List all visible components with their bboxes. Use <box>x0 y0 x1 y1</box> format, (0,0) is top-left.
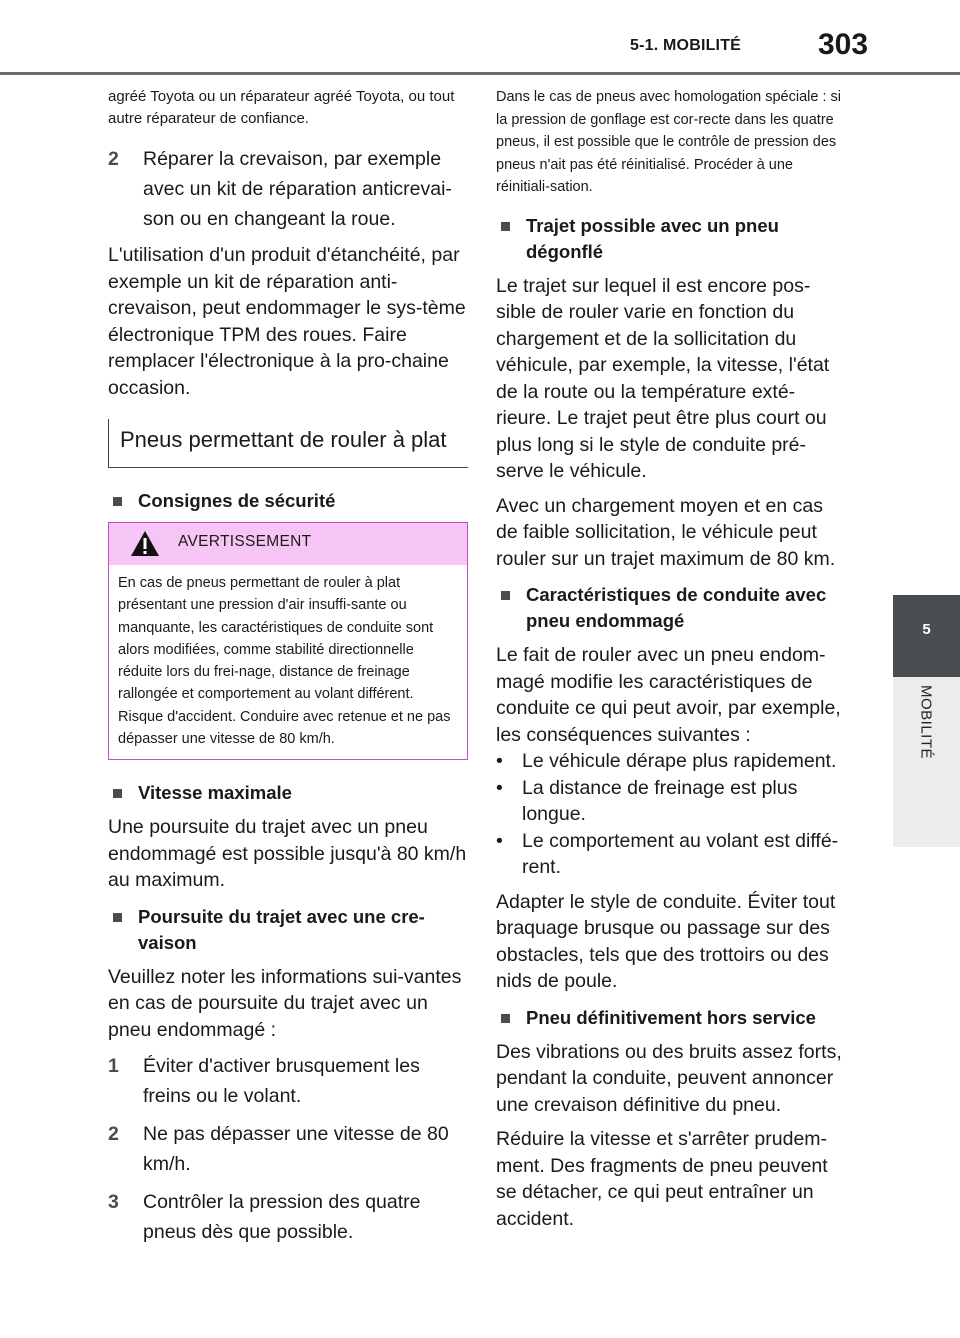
square-bullet-icon <box>113 913 122 922</box>
step-item <box>108 1187 468 1247</box>
square-bullet-icon <box>113 497 122 506</box>
subheading-poursuite <box>108 904 468 956</box>
list-item-text: Le véhicule dérape plus rapidement. <box>522 750 837 772</box>
step-number: 2 <box>108 1123 119 1146</box>
step-text: Réparer la crevaison, par exemple avec un kit de réparation anticrevai-son ou en changeant la roue. <box>143 148 452 230</box>
paragraph: Des vibrations ou des bruits assez forts, pendant la conduite, peuvent annoncer une crevaison définitive du pneu. <box>496 1040 842 1116</box>
paragraph: Avec un chargement moyen et en cas de faible sollicitation, le véhicule peut rouler sur un trajet maximum de 80 km. <box>496 494 836 570</box>
list-item-text: La distance de freinage est plus longue. <box>522 776 798 825</box>
paragraph: Veuillez noter les informations sui-vantes en cas de poursuite du trajet avec un pneu endommagé : <box>108 965 462 1041</box>
list-item-text: Le comportement au volant est diffé-rent. <box>522 829 839 878</box>
step-text: Contrôler la pression des quatre pneus dès que possible. <box>143 1191 421 1244</box>
square-bullet-icon <box>501 222 510 231</box>
square-bullet-icon <box>501 591 510 600</box>
bullet-dot-icon: • <box>496 750 503 772</box>
warning-body: En cas de pneus permettant de rouler à plat présentant une pression d'air insuffi-sante ou manquante, les caractéristiques de conduite sont alors modifiées, comme stabilité directionnelle réduite lors du frei-nage, distance de freinage rallongée et comportement au volant différent. Risque d'accident. Conduire avec retenue et ne pas dépasser une vitesse de 80 km/h. <box>118 575 451 748</box>
header-section-title: 5-1. MOBILITÉ <box>630 37 742 54</box>
warning-header <box>109 523 467 565</box>
subheading-securite <box>108 488 468 514</box>
subheading-text: Trajet possible avec un pneu dégonflé <box>526 214 779 262</box>
list-item <box>496 748 848 775</box>
header-rule <box>0 72 960 75</box>
bullet-dot-icon: • <box>496 829 503 852</box>
step-item <box>108 1051 468 1111</box>
paragraph: Une poursuite du trajet avec un pneu endommagé est possible jusqu'à 80 km/h au maximum. <box>108 816 467 892</box>
square-bullet-icon <box>113 789 122 798</box>
right-column <box>496 86 848 1240</box>
chapter-number: 5 <box>922 621 931 638</box>
list-item <box>496 828 848 881</box>
subheading-text: Consignes de sécurité <box>138 490 336 511</box>
subheading-trajet <box>496 213 848 265</box>
intro-note: Dans le cas de pneus avec homologation spéciale : si la pression de gonflage est cor-recte dans les quatre pneus, il est possible que le contrôle de pression des pneus n'ait pas été réinitialisé. Procéder à une réinitiali-sation. <box>496 89 841 195</box>
paragraph: Le trajet sur lequel il est encore pos-sible de rouler varie en fonction du chargement et de la sollicitation du véhicule, par exemple, la vitesse, l'état de la route ou la température exté-rieure. Le trajet peut être plus court ou plus long si le style de conduite pré-serve le véhicule. <box>496 274 830 482</box>
section-title: Pneus permettant de rouler à plat <box>108 419 468 468</box>
list-item <box>496 775 848 828</box>
paragraph: Adapter le style de conduite. Éviter tout braquage brusque ou passage sur des obstacles, tels que des trottoirs ou des nids de poule. <box>496 890 836 992</box>
chapter-label: MOBILITÉ <box>917 685 935 760</box>
subheading-text: Poursuite du trajet avec une cre-vaison <box>138 905 425 953</box>
step-text: Ne pas dépasser une vitesse de 80 km/h. <box>143 1123 449 1176</box>
warning-triangle-icon <box>130 530 160 562</box>
paragraph: Réduire la vitesse et s'arrêter prudem-ment. Des fragments de pneu peuvent se détacher, ce qui peut entraîner un accident. <box>496 1128 828 1230</box>
subheading-vitesse <box>108 780 468 806</box>
step-item <box>108 1119 468 1179</box>
step-number: 2 <box>108 148 119 170</box>
paragraph: Le fait de rouler avec un pneu endom-magé modifie les caractéristiques de conduite ce qui peut avoir, par exemple, les conséquences suivantes : <box>496 644 841 746</box>
square-bullet-icon <box>501 1014 510 1023</box>
warning-box <box>108 522 468 760</box>
chapter-tab <box>893 595 960 677</box>
subheading-text: Vitesse maximale <box>138 782 292 804</box>
warning-title: AVERTISSEMENT <box>178 533 312 550</box>
bullet-dot-icon: • <box>496 776 503 799</box>
left-column <box>108 86 468 1255</box>
intro-note: agréé Toyota ou un réparateur agréé Toyota, ou tout autre réparateur de confiance. <box>108 88 455 127</box>
chapter-label-band <box>893 677 960 847</box>
subheading-text: Pneu définitivement hors service <box>526 1006 816 1028</box>
step-item <box>108 144 468 234</box>
subheading-text: Caractéristiques de conduite avec pneu endommagé <box>526 584 827 631</box>
page-number: 303 <box>818 28 869 61</box>
step-number: 1 <box>108 1055 119 1078</box>
subheading-hors-service <box>496 1005 848 1031</box>
paragraph: L'utilisation d'un produit d'étanchéité, par exemple un kit de réparation anti-crevaison, peut endommager le sys-tème électronique TPM des roues. Faire remplacer l'électronique à la pro-chaine occasion. <box>108 244 466 399</box>
subheading-caracteristiques <box>496 582 848 634</box>
step-text: Éviter d'activer brusquement les freins ou le volant. <box>143 1055 420 1108</box>
step-number: 3 <box>108 1191 119 1214</box>
